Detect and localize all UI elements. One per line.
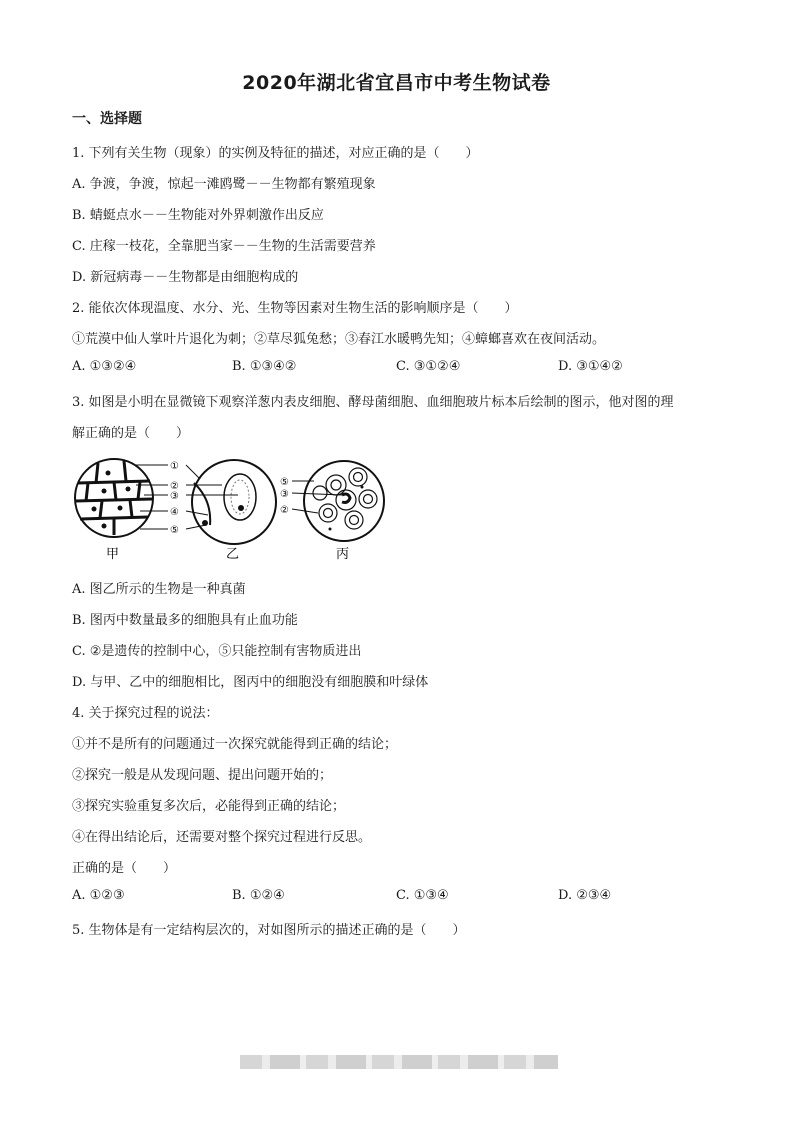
q4-ask: 正确的是（ ） xyxy=(72,861,177,876)
q4-statement-3: ③探究实验重复多次后，必能得到正确的结论； xyxy=(72,799,346,814)
marker-2: ② xyxy=(170,481,179,492)
q1-option-d: D. 新冠病毒－－生物都是由细胞构成的 xyxy=(72,270,299,285)
label-jia: 甲 xyxy=(106,547,120,562)
blood-cells-drawing xyxy=(304,461,384,541)
marker-4: ④ xyxy=(170,507,179,518)
marker-5-bing: ⑤ xyxy=(280,477,289,488)
q3-option-c: C. ②是遗传的控制中心，⑤只能控制有害物质进出 xyxy=(72,644,362,659)
yeast-cell-drawing xyxy=(192,460,276,544)
q1-option-c: C. 庄稼一枝花，全靠肥当家－－生物的生活需要营养 xyxy=(72,239,376,254)
section-heading: 一、选择题 xyxy=(72,111,142,127)
q4-statement-1: ①并不是所有的问题通过一次探究就能得到正确的结论； xyxy=(72,737,398,752)
marker-3-bing: ③ xyxy=(280,489,289,500)
q1-option-a: A. 争渡，争渡，惊起一滩鸥鹭－－生物都有繁殖现象 xyxy=(72,177,376,192)
q4-option-b: B. ①②④ xyxy=(232,888,285,903)
page-title: 2020年湖北省宜昌市中考生物试卷 xyxy=(242,72,551,94)
q2-option-d: D. ③①④② xyxy=(558,359,623,374)
marker-1: ① xyxy=(170,461,179,472)
label-bing: 丙 xyxy=(336,547,350,562)
q3-option-d: D. 与甲、乙中的细胞相比，图丙中的细胞没有细胞膜和叶绿体 xyxy=(72,675,429,690)
label-yi: 乙 xyxy=(226,547,240,562)
q3-option-b: B. 图丙中数量最多的细胞具有止血功能 xyxy=(72,613,298,628)
q2-option-a: A. ①③②④ xyxy=(72,359,137,374)
q3-stem-line2: 解正确的是（ ） xyxy=(72,426,190,441)
blurred-footer xyxy=(240,1055,558,1069)
onion-cells-drawing xyxy=(75,459,153,537)
q2-detail: ①荒漠中仙人掌叶片退化为刺；②草尽狐兔愁；③春江水暖鸭先知；④蟑螂喜欢在夜间活动。 xyxy=(72,332,606,347)
marker-2-bing: ② xyxy=(280,505,289,516)
q4-statement-4: ④在得出结论后，还需要对整个探究过程进行反思。 xyxy=(72,830,372,845)
q4-option-a: A. ①②③ xyxy=(72,888,125,903)
q2-stem: 2. 能依次体现温度、水分、光、生物等因素对生物生活的影响顺序是（ ） xyxy=(72,301,518,316)
marker-5: ⑤ xyxy=(170,525,179,536)
q3-stem-line1: 3. 如图是小明在显微镜下观察洋葱内表皮细胞、酵母菌细胞、血细胞玻片标本后绘制的图示，他对图的理 xyxy=(72,395,674,410)
q1-option-b: B. 蜻蜓点水－－生物能对外界刺激作出反应 xyxy=(72,208,324,223)
marker-3: ③ xyxy=(170,491,179,502)
q1-stem: 1. 下列有关生物（现象）的实例及特征的描述，对应正确的是（ ） xyxy=(72,146,479,161)
q3-option-a: A. 图乙所示的生物是一种真菌 xyxy=(72,582,246,597)
q2-option-c: C. ③①②④ xyxy=(396,359,461,374)
cell-diagram xyxy=(74,455,394,565)
q4-option-c: C. ①③④ xyxy=(396,888,449,903)
q4-option-d: D. ②③④ xyxy=(558,888,612,903)
q5-stem: 5. 生物体是有一定结构层次的，对如图所示的描述正确的是（ ） xyxy=(72,923,466,938)
q4-statement-2: ②探究一般是从发现问题、提出问题开始的； xyxy=(72,768,333,783)
q2-option-b: B. ①③④② xyxy=(232,359,297,374)
q4-stem: 4. 关于探究过程的说法： xyxy=(72,706,219,721)
